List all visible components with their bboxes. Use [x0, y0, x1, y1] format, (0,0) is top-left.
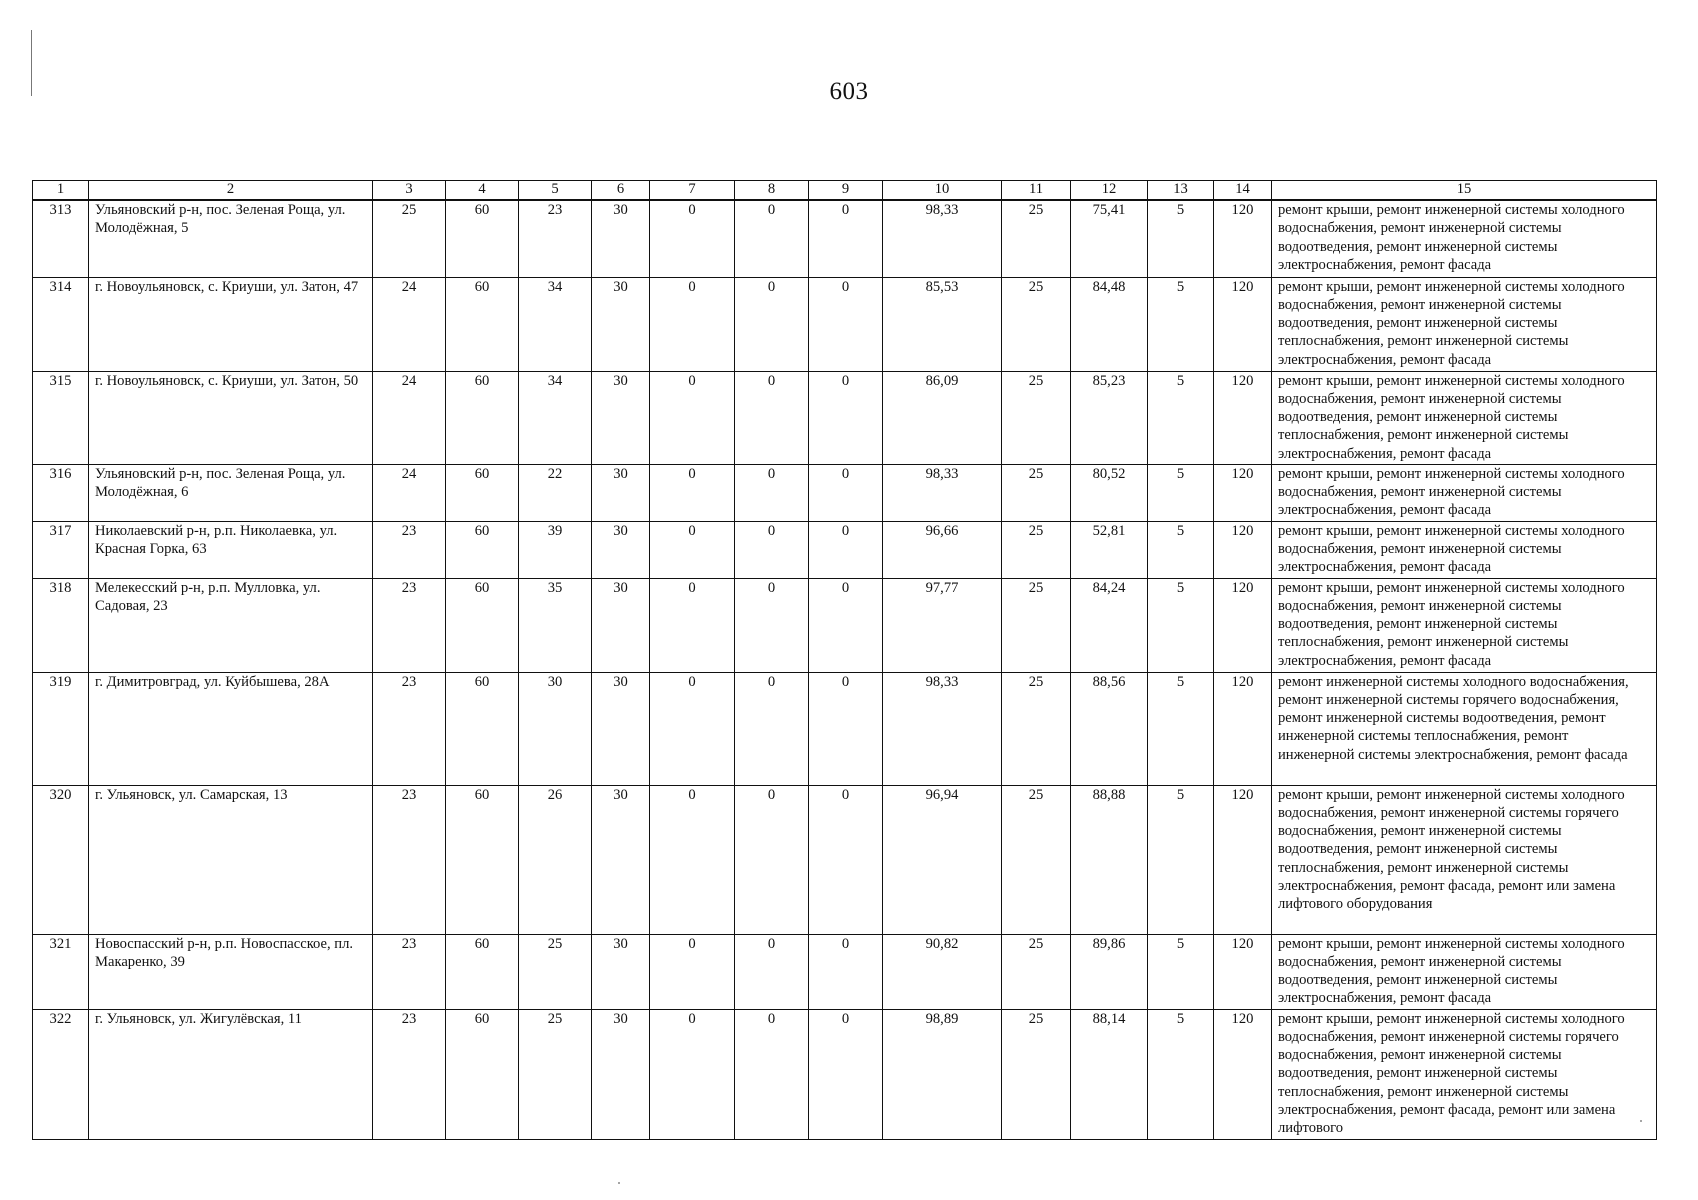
value-cell: 60: [446, 277, 519, 371]
value-cell: 0: [650, 200, 735, 277]
value-cell: 30: [592, 277, 650, 371]
value-cell: 24: [373, 277, 446, 371]
value-cell: 0: [650, 521, 735, 578]
value-cell: 5: [1148, 277, 1214, 371]
value-cell: 25: [1002, 277, 1071, 371]
value-cell: 0: [650, 785, 735, 934]
value-cell: 26: [519, 785, 592, 934]
address-cell: Николаевский р-н, р.п. Николаевка, ул. Красная Горка, 63: [89, 521, 373, 578]
value-cell: 25: [1002, 200, 1071, 277]
value-cell: 0: [809, 464, 883, 521]
column-header: 6: [592, 181, 650, 201]
value-cell: 30: [592, 785, 650, 934]
works-cell: ремонт крыши, ремонт инженерной системы холодного водоснабжения, ремонт инженерной системы водоотведения, ремонт инженерной системы теплоснабжения, ремонт инженерной системы электроснабжения, ремонт фасада: [1272, 371, 1657, 464]
value-cell: 88,56: [1071, 672, 1148, 785]
value-cell: 24: [373, 371, 446, 464]
column-header: 5: [519, 181, 592, 201]
value-cell: 52,81: [1071, 521, 1148, 578]
works-cell: ремонт крыши, ремонт инженерной системы холодного водоснабжения, ремонт инженерной системы электроснабжения, ремонт фасада: [1272, 464, 1657, 521]
value-cell: 30: [519, 672, 592, 785]
value-cell: 120: [1214, 1009, 1272, 1139]
row-number: 322: [33, 1009, 89, 1139]
header-row: [33, 181, 1657, 201]
address-cell: г. Ульяновск, ул. Самарская, 13: [89, 785, 373, 934]
scan-speck: [618, 1182, 620, 1184]
row-number: 316: [33, 464, 89, 521]
value-cell: 96,66: [883, 521, 1002, 578]
value-cell: 0: [809, 934, 883, 1009]
works-cell: ремонт крыши, ремонт инженерной системы холодного водоснабжения, ремонт инженерной системы горячего водоснабжения, ремонт инженерной системы водоотведения, ремонт инженерной системы теплоснабжения, ремонт инженерной системы электроснабжения, ремонт фасада, ремонт или замена лифтового оборудования: [1272, 785, 1657, 934]
row-number: 320: [33, 785, 89, 934]
value-cell: 25: [1002, 785, 1071, 934]
address-cell: Ульяновский р-н, пос. Зеленая Роща, ул. Молодёжная, 5: [89, 200, 373, 277]
value-cell: 30: [592, 934, 650, 1009]
value-cell: 120: [1214, 464, 1272, 521]
table-row: [33, 277, 1657, 371]
value-cell: 23: [373, 1009, 446, 1139]
value-cell: 23: [373, 934, 446, 1009]
value-cell: 0: [735, 371, 809, 464]
address-cell: г. Димитровград, ул. Куйбышева, 28А: [89, 672, 373, 785]
works-cell: ремонт крыши, ремонт инженерной системы холодного водоснабжения, ремонт инженерной системы водоотведения, ремонт инженерной системы теплоснабжения, ремонт инженерной системы электроснабжения, ремонт фасада: [1272, 578, 1657, 672]
value-cell: 85,53: [883, 277, 1002, 371]
value-cell: 30: [592, 464, 650, 521]
value-cell: 96,94: [883, 785, 1002, 934]
table-body: [33, 200, 1657, 1139]
value-cell: 25: [373, 200, 446, 277]
value-cell: 90,82: [883, 934, 1002, 1009]
value-cell: 0: [809, 785, 883, 934]
value-cell: 24: [373, 464, 446, 521]
value-cell: 25: [1002, 934, 1071, 1009]
value-cell: 98,33: [883, 464, 1002, 521]
column-header: 2: [89, 181, 373, 201]
value-cell: 22: [519, 464, 592, 521]
value-cell: 25: [519, 1009, 592, 1139]
value-cell: 60: [446, 464, 519, 521]
value-cell: 120: [1214, 578, 1272, 672]
value-cell: 120: [1214, 200, 1272, 277]
value-cell: 60: [446, 1009, 519, 1139]
value-cell: 75,41: [1071, 200, 1148, 277]
value-cell: 5: [1148, 578, 1214, 672]
value-cell: 25: [1002, 578, 1071, 672]
value-cell: 89,86: [1071, 934, 1148, 1009]
register-table: [32, 180, 1657, 1140]
column-header: 14: [1214, 181, 1272, 201]
address-cell: г. Новоульяновск, с. Криуши, ул. Затон, 50: [89, 371, 373, 464]
table-row: [33, 464, 1657, 521]
value-cell: 0: [735, 277, 809, 371]
table-row: [33, 371, 1657, 464]
value-cell: 25: [1002, 521, 1071, 578]
column-header: 7: [650, 181, 735, 201]
value-cell: 98,33: [883, 672, 1002, 785]
column-header: 15: [1272, 181, 1657, 201]
works-cell: ремонт инженерной системы холодного водоснабжения, ремонт инженерной системы горячего водоснабжения, ремонт инженерной системы водоотведения, ремонт инженерной системы теплоснабжения, ремонт инженерной системы электроснабжения, ремонт фасада: [1272, 672, 1657, 785]
column-header: 13: [1148, 181, 1214, 201]
value-cell: 0: [650, 277, 735, 371]
value-cell: 60: [446, 785, 519, 934]
value-cell: 120: [1214, 785, 1272, 934]
value-cell: 120: [1214, 521, 1272, 578]
works-cell: ремонт крыши, ремонт инженерной системы холодного водоснабжения, ремонт инженерной системы водоотведения, ремонт инженерной системы теплоснабжения, ремонт инженерной системы электроснабжения, ремонт фасада: [1272, 277, 1657, 371]
table-row: [33, 672, 1657, 785]
value-cell: 30: [592, 672, 650, 785]
row-number: 319: [33, 672, 89, 785]
value-cell: 5: [1148, 371, 1214, 464]
table-row: [33, 934, 1657, 1009]
value-cell: 0: [735, 521, 809, 578]
value-cell: 34: [519, 277, 592, 371]
value-cell: 88,14: [1071, 1009, 1148, 1139]
row-number: 313: [33, 200, 89, 277]
value-cell: 5: [1148, 672, 1214, 785]
value-cell: 0: [735, 464, 809, 521]
value-cell: 0: [735, 672, 809, 785]
table-row: [33, 200, 1657, 277]
value-cell: 30: [592, 578, 650, 672]
table-row: [33, 1009, 1657, 1139]
address-cell: Ульяновский р-н, пос. Зеленая Роща, ул. Молодёжная, 6: [89, 464, 373, 521]
value-cell: 60: [446, 371, 519, 464]
value-cell: 0: [809, 578, 883, 672]
value-cell: 34: [519, 371, 592, 464]
value-cell: 120: [1214, 371, 1272, 464]
value-cell: 25: [519, 934, 592, 1009]
column-header: 10: [883, 181, 1002, 201]
address-cell: г. Ульяновск, ул. Жигулёвская, 11: [89, 1009, 373, 1139]
value-cell: 30: [592, 200, 650, 277]
value-cell: 60: [446, 934, 519, 1009]
address-cell: Мелекесский р-н, р.п. Мулловка, ул. Садовая, 23: [89, 578, 373, 672]
value-cell: 0: [809, 277, 883, 371]
value-cell: 23: [373, 521, 446, 578]
value-cell: 5: [1148, 200, 1214, 277]
column-header: 3: [373, 181, 446, 201]
table-row: [33, 578, 1657, 672]
value-cell: 30: [592, 521, 650, 578]
works-cell: ремонт крыши, ремонт инженерной системы холодного водоснабжения, ремонт инженерной системы водоотведения, ремонт инженерной системы электроснабжения, ремонт фасада: [1272, 200, 1657, 277]
value-cell: 60: [446, 578, 519, 672]
value-cell: 23: [373, 785, 446, 934]
value-cell: 0: [650, 1009, 735, 1139]
value-cell: 30: [592, 1009, 650, 1139]
value-cell: 5: [1148, 934, 1214, 1009]
value-cell: 0: [809, 1009, 883, 1139]
row-number: 317: [33, 521, 89, 578]
value-cell: 84,24: [1071, 578, 1148, 672]
row-number: 318: [33, 578, 89, 672]
row-number: 321: [33, 934, 89, 1009]
value-cell: 0: [650, 578, 735, 672]
value-cell: 0: [650, 672, 735, 785]
value-cell: 80,52: [1071, 464, 1148, 521]
value-cell: 35: [519, 578, 592, 672]
value-cell: 98,33: [883, 200, 1002, 277]
value-cell: 120: [1214, 672, 1272, 785]
value-cell: 25: [1002, 464, 1071, 521]
value-cell: 25: [1002, 1009, 1071, 1139]
address-cell: г. Новоульяновск, с. Криуши, ул. Затон, 47: [89, 277, 373, 371]
value-cell: 86,09: [883, 371, 1002, 464]
value-cell: 120: [1214, 277, 1272, 371]
column-header: 8: [735, 181, 809, 201]
value-cell: 5: [1148, 521, 1214, 578]
works-cell: ремонт крыши, ремонт инженерной системы холодного водоснабжения, ремонт инженерной системы горячего водоснабжения, ремонт инженерной системы водоотведения, ремонт инженерной системы теплоснабжения, ремонт инженерной системы электроснабжения, ремонт фасада, ремонт или замена лифтового: [1272, 1009, 1657, 1139]
works-cell: ремонт крыши, ремонт инженерной системы холодного водоснабжения, ремонт инженерной системы водоотведения, ремонт инженерной системы электроснабжения, ремонт фасада: [1272, 934, 1657, 1009]
value-cell: 25: [1002, 672, 1071, 785]
address-cell: Новоспасский р-н, р.п. Новоспасское, пл. Макаренко, 39: [89, 934, 373, 1009]
value-cell: 5: [1148, 464, 1214, 521]
value-cell: 88,88: [1071, 785, 1148, 934]
value-cell: 0: [650, 934, 735, 1009]
value-cell: 23: [373, 672, 446, 785]
value-cell: 0: [650, 464, 735, 521]
value-cell: 0: [809, 371, 883, 464]
value-cell: 39: [519, 521, 592, 578]
value-cell: 30: [592, 371, 650, 464]
column-header: 4: [446, 181, 519, 201]
table-row: [33, 521, 1657, 578]
value-cell: 0: [735, 200, 809, 277]
value-cell: 25: [1002, 371, 1071, 464]
value-cell: 0: [809, 521, 883, 578]
value-cell: 0: [735, 1009, 809, 1139]
value-cell: 0: [809, 672, 883, 785]
value-cell: 98,89: [883, 1009, 1002, 1139]
value-cell: 5: [1148, 785, 1214, 934]
column-header: 12: [1071, 181, 1148, 201]
page-number: 603: [829, 78, 869, 105]
value-cell: 120: [1214, 934, 1272, 1009]
value-cell: 0: [809, 200, 883, 277]
value-cell: 0: [650, 371, 735, 464]
column-header: 1: [33, 181, 89, 201]
table-row: [33, 785, 1657, 934]
value-cell: 60: [446, 672, 519, 785]
value-cell: 0: [735, 578, 809, 672]
column-header: 9: [809, 181, 883, 201]
value-cell: 85,23: [1071, 371, 1148, 464]
value-cell: 0: [735, 934, 809, 1009]
scan-speck: [1640, 1120, 1642, 1122]
row-number: 314: [33, 277, 89, 371]
value-cell: 60: [446, 200, 519, 277]
value-cell: 60: [446, 521, 519, 578]
value-cell: 23: [519, 200, 592, 277]
value-cell: 5: [1148, 1009, 1214, 1139]
value-cell: 0: [735, 785, 809, 934]
row-number: 315: [33, 371, 89, 464]
value-cell: 23: [373, 578, 446, 672]
column-header: 11: [1002, 181, 1071, 201]
value-cell: 97,77: [883, 578, 1002, 672]
works-cell: ремонт крыши, ремонт инженерной системы холодного водоснабжения, ремонт инженерной системы электроснабжения, ремонт фасада: [1272, 521, 1657, 578]
value-cell: 84,48: [1071, 277, 1148, 371]
